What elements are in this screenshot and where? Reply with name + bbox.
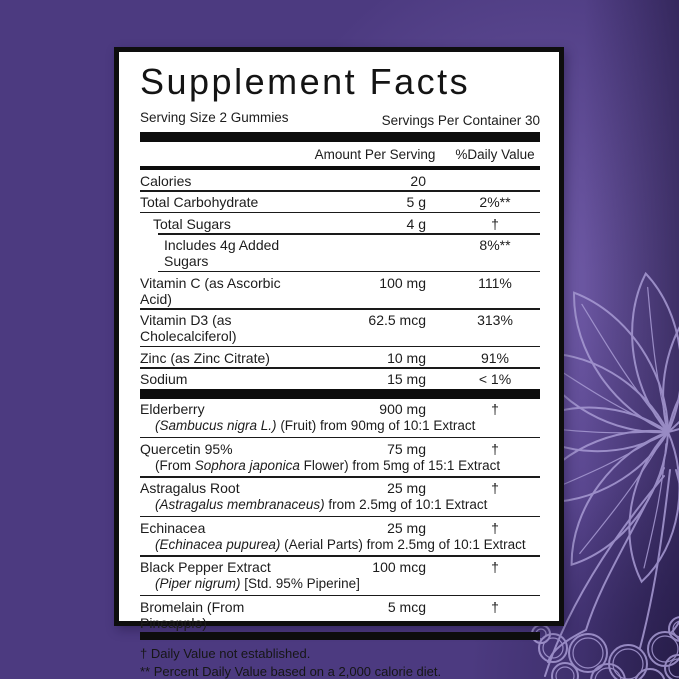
nutrient-name: Calories: [140, 172, 192, 189]
botanical-source: [140, 457, 540, 475]
botanical-source: [140, 575, 540, 593]
table-row-bromelain: [140, 596, 540, 632]
panel-title: Supplement Facts: [140, 61, 471, 102]
latin-name: (Echinacea pupurea): [155, 536, 281, 552]
source-text: (Aerial Parts) from 2.5mg of 10:1 Extract: [280, 536, 526, 552]
source-text: (Fruit) from 90mg of 10:1 Extract: [276, 418, 476, 433]
botanical-dv: †: [491, 480, 499, 496]
table-row-calories: [140, 170, 540, 190]
nutrient-name: Vitamin D3 (as Cholecalciferol): [140, 312, 237, 344]
column-header-row: [140, 142, 540, 166]
table-row-vitamin-c: [140, 272, 540, 308]
thick-divider-bottom: [140, 632, 540, 640]
nutrient-amount: 100 mg: [379, 274, 426, 291]
botanical-amount: 900 mg: [379, 401, 426, 417]
botanical-amount: 5 mcg: [387, 598, 426, 615]
nutrient-name: Vitamin C (as Ascorbic Acid): [140, 274, 281, 307]
thick-divider-top: [140, 132, 540, 142]
nutrient-amount: 4 g: [406, 215, 426, 232]
table-row-echinacea: [140, 517, 540, 555]
table-row-added-sugars: [140, 235, 540, 271]
table-row-black-pepper: [140, 557, 540, 595]
botanical-amount: 75 mg: [387, 440, 426, 457]
nutrient-dv: 313%: [477, 312, 513, 328]
botanical-name: Black Pepper Extract: [140, 559, 271, 575]
daily-value-header: %Daily Value: [455, 147, 535, 162]
botanical-source: [140, 496, 540, 514]
supplement-facts-panel: [114, 47, 564, 679]
elderberry-berries-art: [532, 617, 679, 679]
nutrient-dv: 91%: [480, 349, 510, 366]
botanical-name: Quercetin 95%: [140, 440, 233, 457]
botanical-dv: †: [491, 401, 499, 417]
nutrient-amount: 62.5 mcg: [368, 312, 426, 328]
source-text: [Std. 95% Piperine]: [240, 576, 360, 591]
source-text: from 2.5mg of 10:1 Extract: [324, 497, 488, 512]
botanical-amount: 25 mg: [387, 480, 426, 496]
nutrient-dv: †: [491, 215, 499, 232]
botanical-dv: †: [491, 440, 499, 457]
table-row-zinc: [140, 347, 540, 367]
botanical-amount: 100 mcg: [372, 559, 426, 575]
nutrient-amount: 10 mg: [387, 349, 426, 366]
berry-stems: [545, 468, 679, 676]
botanical-name: Echinacea: [140, 519, 206, 536]
botanical-name: Astragalus Root: [140, 480, 240, 496]
nutrient-amount: 5 g: [406, 194, 426, 210]
nutrient-name: Total Carbohydrate: [140, 194, 259, 210]
serving-info-row: [140, 110, 540, 128]
latin-name: (Astragalus membranaceus): [155, 497, 325, 512]
botanical-source: [140, 536, 540, 554]
footnote-percent-dv: ** Percent Daily Value based on a 2,000 calorie diet.: [140, 664, 442, 679]
latin-name: (Sambucus nigra L.): [155, 418, 277, 433]
amount-per-serving-header: Amount Per Serving: [314, 147, 436, 162]
botanical-source: [140, 417, 540, 435]
botanical-dv: †: [491, 519, 499, 536]
source-text: (From: [155, 457, 195, 473]
nutrient-dv: 8%**: [479, 237, 511, 253]
footnote-daily-value: † Daily Value not established.: [140, 646, 311, 661]
table-row-sodium: [140, 369, 540, 389]
table-row-quercetin: [140, 438, 540, 476]
table-row-astragalus: [140, 478, 540, 516]
table-row-elderberry: [140, 399, 540, 437]
nutrient-dv: 2%**: [479, 194, 511, 210]
footnotes: [140, 645, 540, 679]
botanical-amount: 25 mg: [387, 519, 426, 536]
serving-size: Serving Size 2 Gummies: [140, 110, 289, 125]
nutrient-name: Includes 4g Added Sugars: [164, 237, 280, 269]
nutrient-name: Sodium: [140, 371, 188, 387]
botanical-dv: †: [491, 559, 499, 575]
nutrient-amount: 15 mg: [387, 371, 426, 387]
nutrient-name: Zinc (as Zinc Citrate): [140, 349, 270, 366]
servings-per-container: Servings Per Container 30: [381, 113, 540, 128]
latin-name: Sophora japonica: [194, 457, 300, 473]
botanical-name: Bromelain (From Pineapple): [140, 598, 245, 631]
table-row-total-sugars: [140, 213, 540, 233]
thick-divider-middle: [140, 389, 540, 399]
nutrient-name: Total Sugars: [153, 215, 231, 232]
source-text: Flower) from 5mg of 15:1 Extract: [299, 457, 501, 473]
table-row-vitamin-d3: [140, 310, 540, 346]
table-row-total-carbohydrate: [140, 192, 540, 212]
nutrient-dv: < 1%: [478, 371, 512, 387]
botanical-name: Elderberry: [140, 401, 205, 417]
nutrient-dv: 111%: [478, 274, 512, 291]
botanical-dv: †: [491, 598, 499, 615]
latin-name: (Piper nigrum): [155, 576, 241, 591]
nutrient-amount: 20: [410, 172, 426, 189]
